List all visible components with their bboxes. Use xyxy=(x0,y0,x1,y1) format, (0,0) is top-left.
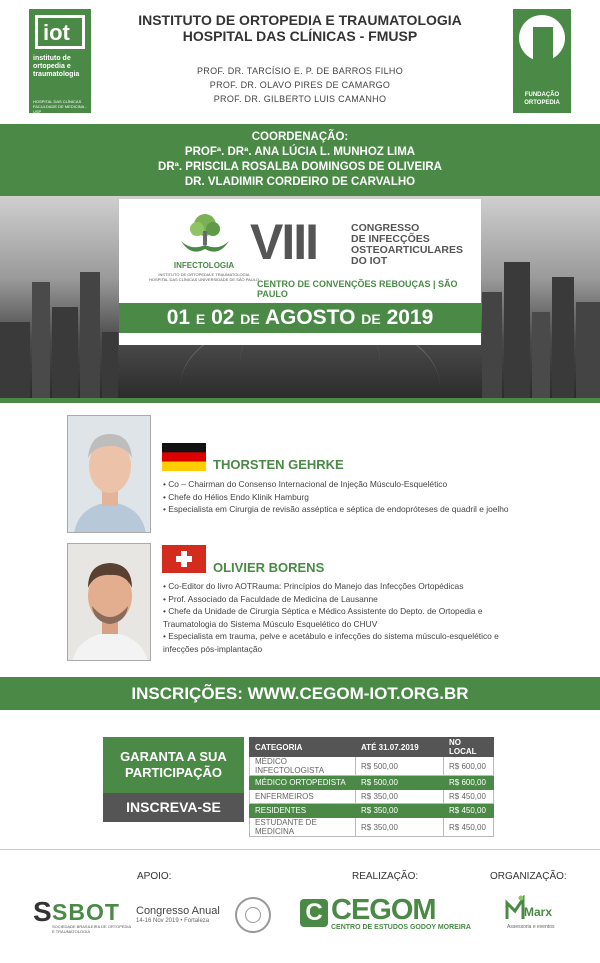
row-category: ESTUDANTE DE MEDICINA xyxy=(250,818,356,837)
iot-logo-mark-text: iot xyxy=(43,20,70,45)
fundacao-logo-text: FUNDAÇÃO ORTOPEDIA xyxy=(524,92,560,106)
infectologia-subtitle: INSTITUTO DE ORTOPEDIA E TRAUMATOLOGIA HOSPITAL DAS CLÍNICAS UNIVERSIDADE DE SÃO PAULO xyxy=(149,272,259,282)
speaker-photo-borens xyxy=(67,543,151,661)
event-date xyxy=(119,303,481,333)
cegom-logo-mark: C xyxy=(300,899,328,927)
registration-url-banner[interactable]: INSCRIÇÕES: WWW.CEGOM-IOT.ORG.BR xyxy=(0,677,600,710)
congress-title-line-3: OSTEOARTICULARES xyxy=(351,244,464,256)
marx-logo-icon xyxy=(505,895,525,919)
speaker-photo-gehrke xyxy=(67,415,151,533)
date-de-1: DE xyxy=(240,311,260,327)
garanta-participacao-box xyxy=(103,737,244,793)
bio-item: • Prof. Associado da Faculdade de Medicina de Lausanne xyxy=(163,593,378,604)
row-category: RESIDENTES xyxy=(250,804,356,818)
edition-number: VIII xyxy=(250,214,318,270)
professor-3: PROF. DR. GILBERTO LUIS CAMANHO xyxy=(213,94,387,104)
fundacao-logo-mark xyxy=(519,15,565,61)
price-table-header xyxy=(250,738,494,757)
date-year: 2019 xyxy=(386,306,434,329)
row-price-early: R$ 350,00 xyxy=(356,790,444,804)
date-month: AGOSTO xyxy=(264,306,356,329)
congress-title-line-1: CONGRESSO xyxy=(351,222,420,234)
switzerland-flag-icon xyxy=(162,545,206,573)
row-price-local: R$ 450,00 xyxy=(444,818,494,837)
sociedade-seal-icon xyxy=(235,897,271,933)
marx-subtitle: Assessoria e eventos xyxy=(507,924,555,930)
garanta-line-1: GARANTA A SUA xyxy=(120,749,227,764)
cegom-logo: CEGOM xyxy=(331,894,436,926)
row-price-local: R$ 600,00 xyxy=(444,757,494,776)
iot-logo-mark xyxy=(35,15,85,49)
iot-logo-text: instituto de ortopedia e traumatologia xyxy=(33,55,80,78)
page-title xyxy=(100,12,500,44)
title-line-2: HOSPITAL DAS CLÍNICAS - FMUSP xyxy=(182,28,418,44)
col-no-local: NO LOCAL xyxy=(444,738,494,757)
price-table xyxy=(249,737,494,837)
row-category: MÉDICO ORTOPEDISTA xyxy=(250,776,356,790)
speaker-bio-gehrke xyxy=(163,478,509,516)
row-price-early: R$ 350,00 xyxy=(356,818,444,837)
row-price-local: R$ 600,00 xyxy=(444,776,494,790)
inscreva-se-button[interactable]: INSCREVA-SE xyxy=(103,793,244,822)
row-price-early: R$ 500,00 xyxy=(356,776,444,790)
coordinator-1: PROFª. DRª. ANA LÚCIA L. MUNHOZ LIMA xyxy=(184,146,416,158)
col-ate: ATÉ 31.07.2019 xyxy=(356,738,444,757)
date-de-2: DE xyxy=(361,311,381,327)
bio-item: • Especialista em Cirurgia de revisão asséptica e séptica de endopróteses de quadril e joelho xyxy=(163,504,509,514)
table-row xyxy=(250,757,494,776)
row-price-local: R$ 450,00 xyxy=(444,790,494,804)
row-category: ENFERMEIROS xyxy=(250,790,356,804)
congress-title-line-4: DO IOT xyxy=(351,255,388,267)
event-venue: CENTRO DE CONVENÇÕES REBOUÇAS | SÃO PAULO xyxy=(257,279,458,299)
bio-item: • Co – Chairman do Consenso Internacional de Injeção Músculo-Esquelético xyxy=(163,479,448,489)
bio-item: • Chefe da Unidade de Cirurgia Séptica e Médico Assistente do Depto. de Ortopedia e xyxy=(163,606,483,616)
date-day-2: 02 xyxy=(211,306,235,329)
sbot-subtitle: SOCIEDADE BRASILEIRA DE ORTOPEDIA E TRAUMATOLOGIA xyxy=(52,924,131,934)
infectologia-tree-icon xyxy=(177,213,233,257)
speaker-name-gehrke: THORSTEN GEHRKE xyxy=(213,457,344,472)
sbot-logo: SBOT xyxy=(52,899,120,925)
professor-1: PROF. DR. TARCÍSIO E. P. DE BARROS FILHO xyxy=(196,66,404,76)
footer-divider xyxy=(0,849,600,850)
col-categoria: CATEGORIA xyxy=(250,738,356,757)
table-row xyxy=(250,790,494,804)
organizacao-label: ORGANIZAÇÃO: xyxy=(490,871,567,882)
realizacao-label: REALIZAÇÃO: xyxy=(352,871,419,882)
table-row xyxy=(250,818,494,837)
bio-item: • Chefe do Hélios Endo Klinik Hamburg xyxy=(163,491,309,502)
congress-title-line-2: DE INFECÇÕES xyxy=(351,233,430,245)
speaker-bio-borens xyxy=(163,580,499,655)
bio-item: • Co-Editor do livro AOTRauma: Princípios do Manejo das Infecções Ortopédicas xyxy=(163,581,464,591)
bio-item: Traumatologia do Sistema Músculo Esquelético do CHUV xyxy=(163,618,378,629)
germany-flag-icon xyxy=(162,443,206,471)
table-row xyxy=(250,776,494,790)
congresso-anual-date: 14-16 Nov 2019 • Fortaleza xyxy=(136,918,210,924)
table-row xyxy=(250,804,494,818)
sbot-logo-mark: S xyxy=(33,896,52,927)
fundacao-ortopedia-logo xyxy=(513,9,571,113)
congresso-anual-title: Congresso Anual xyxy=(136,905,220,917)
bio-item: • Especialista em trauma, pelve e acetábulo e infecções do sistema músculo-esquelético e xyxy=(163,631,499,641)
coordination-band xyxy=(0,124,600,196)
iot-logo-subtext: HOSPITAL DAS CLÍNICAS FACULDADE DE MEDICINA - USP xyxy=(33,99,87,114)
garanta-line-2: PARTICIPAÇÃO xyxy=(124,765,223,780)
professor-2: PROF. DR. OLAVO PIRES DE CAMARGO xyxy=(209,80,391,90)
coordinator-3: DR. VLADIMIR CORDEIRO DE CARVALHO xyxy=(184,176,416,188)
title-line-1: INSTITUTO DE ORTOPEDIA E TRAUMATOLOGIA xyxy=(138,12,462,28)
date-connector: E xyxy=(195,311,206,327)
professors-list xyxy=(100,64,500,106)
bio-item: infecções pós-implantação xyxy=(163,643,263,654)
coordinator-2: DRª. PRISCILA ROSALBA DOMINGOS DE OLIVEIRA xyxy=(158,161,442,173)
cegom-subtitle: CENTRO DE ESTUDOS GODOY MOREIRA xyxy=(331,924,471,931)
marx-logo: Marx xyxy=(524,905,553,919)
row-category: MÉDICO INFECTOLOGISTA xyxy=(250,757,356,776)
speaker-name-borens: OLIVIER BORENS xyxy=(213,560,325,575)
date-day-1: 01 xyxy=(166,306,191,329)
row-price-early: R$ 500,00 xyxy=(356,757,444,776)
row-price-local: R$ 450,00 xyxy=(444,804,494,818)
event-card xyxy=(119,199,481,345)
hero-divider xyxy=(0,398,600,403)
iot-logo xyxy=(29,9,91,113)
apoio-label: APOIO: xyxy=(137,871,172,882)
infectologia-name: INFECTOLOGIA xyxy=(173,261,235,270)
coordination-heading: COORDENAÇÃO: xyxy=(251,131,349,143)
congress-title xyxy=(351,223,471,267)
row-price-early: R$ 350,00 xyxy=(356,804,444,818)
